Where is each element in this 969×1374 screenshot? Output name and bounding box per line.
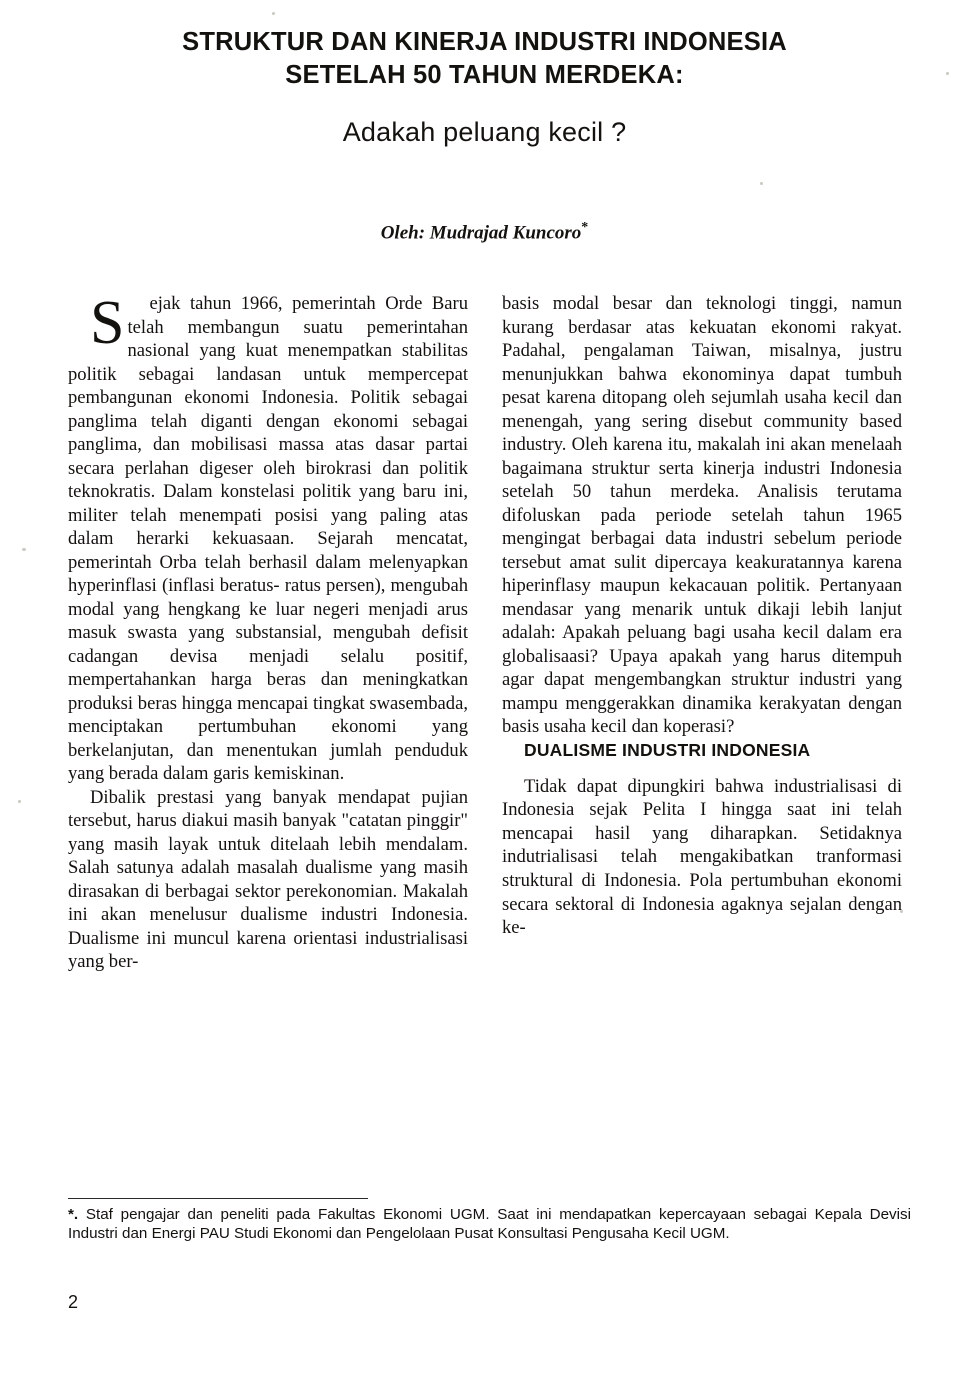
scan-speck [22,548,26,551]
author-name: Oleh: Mudrajad Kuncoro [380,222,582,244]
scan-speck [946,72,949,75]
paragraph-left-1 [68,289,468,786]
drop-cap: S [90,289,125,357]
scan-speck [18,800,21,803]
paragraph-left-2: Dibalik prestasi yang banyak mendapat pujian tersebut, harus diakui masih banyak "catatan pinggir" yang masih layak untuk ditelaah lebih mendalam. Salah satunya adalah masalah dualisme yang masih dirasakan di berbagai sektor perekonomian. Makalah ini akan menelusur dualisme industri Indonesia. Dualisme ini muncul karena orientasi industrialisasi yang ber- [68,786,468,973]
page-subtitle: Adakah peluang kecil ? [342,117,627,148]
title-line-1: STRUKTUR DAN KINERJA INDUSTRI INDONESIA [182,28,787,56]
page-number: 2 [68,1292,79,1312]
footnote-marker: * [581,220,589,236]
footnote-text: Staf pengajar dan peneliti pada Fakultas Ekonomi UGM. Saat ini mendapatkan kepercayaan sebagai Kepala Devisi Industri dan Energi PAU Studi Ekonomi dan Pengelolaan Pusat Konsultasi Pengusaha Kecil UGM. [68,1206,911,1242]
author-byline [0,220,969,244]
right-column [502,292,902,974]
left-column [68,289,468,974]
scan-speck [272,12,275,15]
page-title [0,26,969,91]
paragraph-right-2: Tidak dapat dipungkiri bahwa industrialisasi di Indonesia sejak Pelita I hingga saat ini telah mencapai hasil yang diharapkan. Setidaknya indutrialisasi telah mengakibatkan tranformasi struktural di Indonesia. Pola pertumbuhan ekonomi secara sektoral di Indonesia agaknya sejalan dengan ke- [502,775,902,939]
title-block [0,0,969,245]
paragraph-left-1-text: ejak tahun 1966, pemerintah Orde Baru telah membangun suatu pemerintahan nasional yang kuat menempatkan stabilitas politik sebagai landasan untuk mempercepat pembangunan ekonomi Indonesia. Politik sebagai panglima telah diganti dengan ekonomi sebagai panglima, dan mobilisasi massa atas dasar partai secara perlahan digeser oleh birokrasi dan politik teknokratis. Dalam konstelasi politik yang baru ini, militer telah menempati posisi yang paling atas dalam herarki kekuasaan. Sejarah mencatat, pemerintah Orba telah berhasil dalam melenyapkan hyperinflasi (inflasi beratus- ratus persen), mengubah modal yang hengkang ke luar negeri menjadi arus masuk swasta yang substansial, mengubah defisit cadangan devisa menjadi selalu positif, mempertahankan harga beras dan meningkatkan produksi beras hingga mencapai tingkat swasembada, menciptakan pertumbuhan ekonomi yang berkelanjutan, dan menentukan jumlah penduduk yang berada dalam garis kemiskinan. [68,293,468,785]
body-columns [68,289,909,974]
scan-speck [760,182,763,185]
footnote [68,1206,911,1244]
footnote-star: *. [68,1206,79,1223]
section-heading: DUALISME INDUSTRI INDONESIA [524,739,811,760]
title-line-2: SETELAH 50 TAHUN MERDEKA: [285,60,684,89]
paragraph-right-1: basis modal besar dan teknologi tinggi, namun kurang berdasar atas kekuatan ekonomi rakyat. Padahal, pengalaman Taiwan, misalnya, justru menunjukkan bahwa ekonominya dapat tumbuh pesat karena ditopang oleh sejumlah usaha kecil dan menengah, yang sering disebut community based industry. Oleh karena itu, makalah ini akan menelaah bagaimana struktur serta kinerja industri Indonesia setelah 50 tahun merdeka. Analisis terutama difoluskan pada periode setelah tahun 1965 mengingat berbagai data industri sebelum periode tersebut amat sulit dipercaya keakuratannya karena hiperinflasy maupun kekacauan politik. Pertanyaan mendasar yang menarik untuk dikaji lebih lanjut adalah: Apakah peluang bagi usaha kecil dalam era globalisaasi? Upaya apakah yang harus ditempuh agar dapat mengembangkan struktur industri yang mampu menggerakkan dinamika kerakyatan dengan basis usaha kecil dan koperasi? [502,293,902,738]
footnote-divider [68,1198,368,1199]
